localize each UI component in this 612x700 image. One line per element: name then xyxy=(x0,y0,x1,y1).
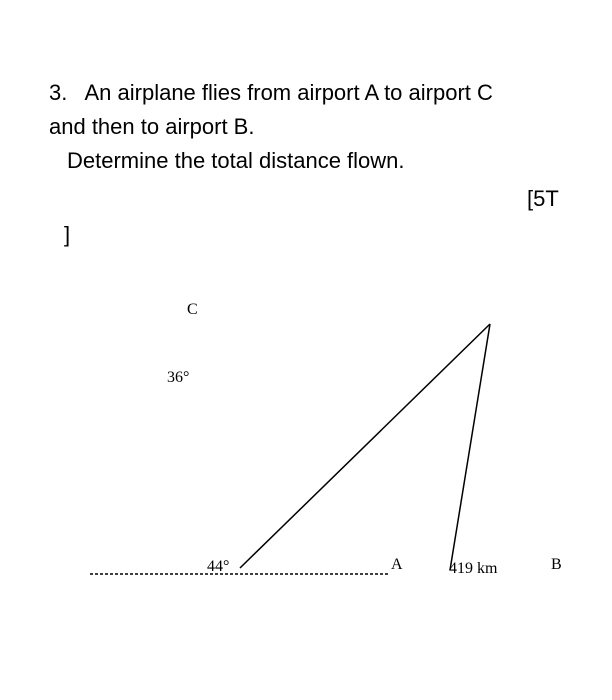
label-a: A xyxy=(391,556,403,573)
label-c: C xyxy=(187,301,198,318)
angle-c-label: 36° xyxy=(167,369,190,386)
question-line-2: and then to airport B. xyxy=(49,114,255,139)
label-b: B xyxy=(551,556,562,573)
angle-a-label: 44° xyxy=(207,558,230,575)
marks-open: [5T xyxy=(527,186,559,211)
marks-close: ] xyxy=(64,222,71,247)
question-line-1-text: An airplane flies from airport A to airport C xyxy=(84,80,493,105)
side-a-to-c xyxy=(240,324,490,568)
question-line-3: Determine the total distance flown. xyxy=(67,148,405,173)
side-c-to-b xyxy=(450,324,490,570)
distance-label: 419 km xyxy=(449,560,498,577)
question-number: 3. xyxy=(49,80,68,105)
